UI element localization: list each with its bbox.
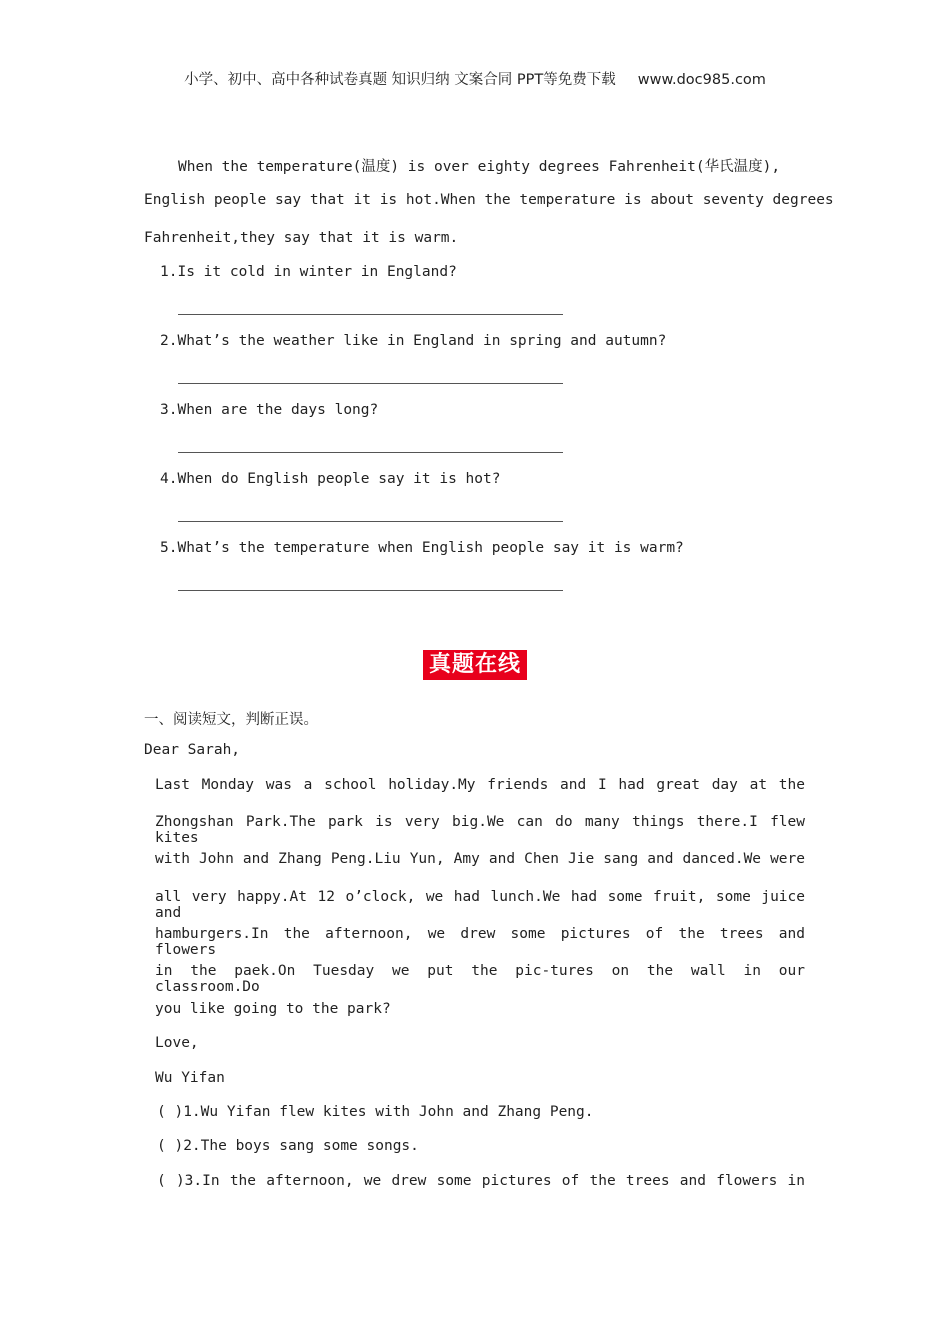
answer-line-5[interactable] [178,590,563,591]
header-text: 小学、初中、高中各种试卷真题 知识归纳 文案合同 PPT等免费下载 [184,72,616,88]
passage-line-3: Fahrenheit,they say that it is warm. [144,230,459,246]
letter-line: hamburgers.In the afternoon, we drew some pictures of the trees and flowers [155,926,805,958]
question-3: 3.When are the days long? [160,402,379,418]
section-heading: 一、阅读短文，判断正误。 [144,712,318,728]
passage-line-1: When the temperature(温度) is over eighty degrees Fahrenheit(华氏温度), [178,159,781,175]
header-site-link[interactable]: www.doc985.com [637,72,766,88]
letter-line: with John and Zhang Peng.Liu Yun, Amy and Chen Jie sang and danced.We were [155,851,805,867]
page-header [0,68,950,89]
answer-line-2[interactable] [178,383,563,384]
passage-line-2: English people say that it is hot.When the temperature is about seventy degrees [144,192,834,208]
answer-line-3[interactable] [178,452,563,453]
letter-line: you like going to the park? [155,1001,391,1017]
letter-line: in the paek.On Tuesday we put the pic-tures on the wall in our classroom.Do [155,963,805,995]
judgement-item-2: ( )2.The boys sang some songs. [157,1138,419,1154]
letter-line: all very happy.At 12 o’clock, we had lunch.We had some fruit, some juice and [155,889,805,921]
question-4: 4.When do English people say it is hot? [160,471,501,487]
letter-line: Zhongshan Park.The park is very big.We can do many things there.I flew kites [155,814,805,846]
question-5: 5.What’s the temperature when English people say it is warm? [160,540,684,556]
answer-line-1[interactable] [178,314,563,315]
judgement-item-1: ( )1.Wu Yifan flew kites with John and Zhang Peng. [157,1104,594,1120]
letter-line: Last Monday was a school holiday.My friends and I had great day at the [155,777,805,793]
question-2: 2.What’s the weather like in England in spring and autumn? [160,333,667,349]
judgement-item-3: ( )3.In the afternoon, we drew some pictures of the trees and flowers in [157,1173,805,1189]
letter-greeting: Dear Sarah, [144,742,241,758]
letter-signature: Wu Yifan [155,1070,225,1086]
letter-closing: Love, [155,1035,199,1051]
answer-line-4[interactable] [178,521,563,522]
section-banner: 真题在线 [423,650,527,680]
question-1: 1.Is it cold in winter in England? [160,264,457,280]
